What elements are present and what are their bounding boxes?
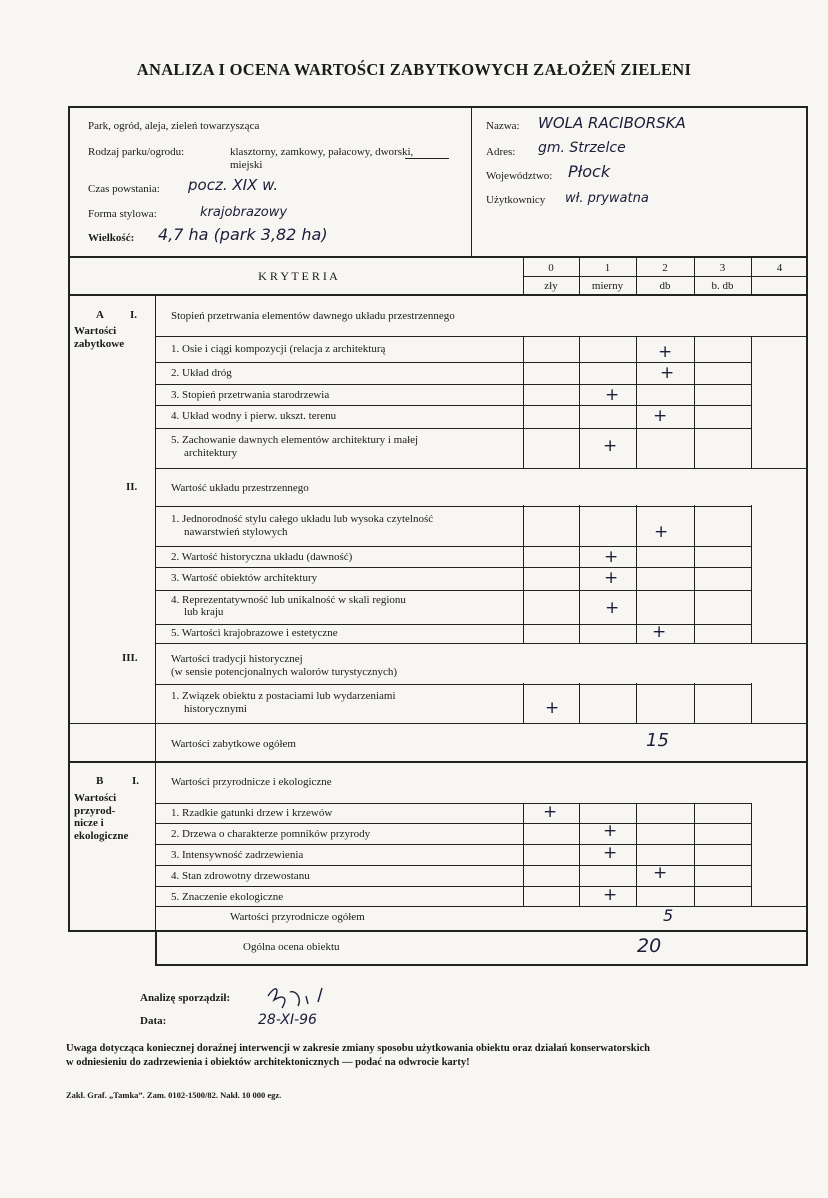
date-label: Data: [140,1015,167,1027]
b-total-label: Wartości przyrodnicze ogółem [230,911,365,923]
rule [155,546,751,547]
score-col-2: 2 [662,262,668,274]
a2-row-2: 2. Wartość historyczna układu (dawność) [171,551,353,563]
rule [751,803,752,906]
note-line-2: w odniesieniu do zadrzewienia i obiektów architektonicznych — podać na odwrocie karty! [66,1057,470,1068]
a3-head-a: Wartości tradycji historycznej [171,653,303,665]
style-value: krajobrazowy [200,205,288,220]
section-b-i-num: I. [132,775,140,787]
section-b-title: Wartości przyrod- nicze i ekologiczne [74,792,129,842]
rule [155,930,157,966]
park-kind-options-2: miejski [230,159,263,171]
a-total-label: Wartości zabytkowe ogółem [171,738,296,750]
mark-b1-2: + [603,821,618,841]
score-name-2: db [659,280,671,292]
rule [155,643,806,644]
b-total-value: 5 [663,906,674,925]
score-divider-hdr-2 [636,256,637,294]
rule [155,590,751,591]
score-col-4: 4 [776,262,783,274]
rule [155,844,751,845]
address-value: gm. Strzelce [538,140,626,156]
rule [155,823,751,824]
mark-a1-1: + [658,342,673,362]
rule [806,761,808,932]
section-a-i-num: I. [130,309,138,321]
info-bottom-line [68,256,808,258]
mark-a2-2: + [604,547,619,567]
rule [579,803,580,906]
score-col-1: 1 [604,262,611,274]
b1-row-2: 2. Drzewa o charakterze pomników przyrody [171,828,371,840]
users-label: Użytkownicy [486,194,546,206]
section-a-ii-num: II. [126,481,138,493]
rule [155,964,808,966]
voivodeship-label: Województwo: [486,170,553,182]
section-a-iii-num: III. [122,652,138,664]
a2-row-4b: lub kraju [184,606,224,618]
rule [155,506,751,507]
border-top [68,106,808,108]
a2-row-4a: 4. Reprezentatywność lub unikalność w skali regionu [171,594,406,606]
a1-head: Stopień przetrwania elementów dawnego układu przestrzennego [171,310,455,322]
rule [155,803,751,804]
score-name-3: b. db [711,280,734,292]
rule [155,886,751,887]
a2-row-5: 5. Wartości krajobrazowe i estetyczne [171,627,338,639]
rule [68,761,808,763]
mark-b1-4: + [653,863,668,883]
a2-row-1b: nawarstwień stylowych [184,526,288,538]
rule [155,428,751,429]
dworski-underline [405,158,449,159]
a1-row-5a: 5. Zachowanie dawnych elementów architektury i małej [171,434,419,446]
score-name-0: zły [544,280,558,292]
rule [806,930,808,966]
section-a-label: A [96,309,104,321]
mark-a2-4: + [605,598,620,618]
a3-row-1a: 1. Związek obiektu z postaciami lub wydarzeniami [171,690,396,702]
rule [155,567,751,568]
mark-a2-3: + [604,568,619,588]
rule [68,723,808,724]
mark-a1-2: + [660,363,675,383]
a-total-value: 15 [646,730,669,751]
b1-head: Wartości przyrodnicze i ekologiczne [171,776,332,788]
period-label: Czas powstania: [88,183,160,195]
mark-a1-5: + [603,436,618,456]
info-divider [471,106,472,256]
border-left [68,106,70,932]
score-divider-hdr-0 [523,256,524,294]
a2-row-3: 3. Wartość obiektów architektury [171,572,318,584]
a3-row-1b: historycznymi [184,703,247,715]
mark-a1-4: + [653,406,668,426]
rule [806,256,808,761]
overall-row [155,930,808,966]
score-divider-hdr-4 [751,256,752,294]
mark-a3-1: + [545,698,560,718]
signature [262,978,352,1012]
users-value: wł. prywatna [565,191,649,206]
left-column-divider [155,294,156,932]
print-info: Zakł. Graf. „Tamka”. Zam. 0102-1500/82. Nakł. 10 000 egz. [66,1090,282,1100]
park-type-label: Park, ogród, aleja, zieleń towarzysząca [88,120,260,132]
header-bottom-line [68,294,808,296]
header-mid-line [523,276,808,277]
score-divider-hdr-3 [694,256,695,294]
overall-value: 20 [637,935,662,957]
box [523,644,805,683]
mark-a1-3: + [605,385,620,405]
mark-a2-5: + [652,622,667,642]
voivodeship-value: Płock [568,162,611,181]
rule [155,468,806,469]
a1-row-5b: architektury [184,447,238,459]
note-line-1: Uwaga dotycząca koniecznej doraźnej interwencji w zakresie zmiany sposobu użytkowania obiektu oraz działań konserwatorskich [66,1043,650,1054]
park-kind-label: Rodzaj parku/ogrodu: [88,146,185,158]
size-value: 4,7 ha (park 3,82 ha) [158,225,328,244]
mark-b1-3: + [603,843,618,863]
b1-row-5: 5. Znaczenie ekologiczne [171,891,284,903]
date-value: 28-XI-96 [258,1012,317,1028]
b1-row-3: 3. Intensywność zadrzewienia [171,849,304,861]
b1-row-1: 1. Rzadkie gatunki drzew i krzewów [171,807,333,819]
a1-row-4: 4. Układ wodny i pierw. ukszt. terenu [171,410,337,422]
period-value: pocz. XIX w. [188,176,279,194]
style-label: Forma stylowa: [88,208,157,220]
score-name-1: mierny [591,280,624,292]
name-value: WOLA RACIBORSKA [538,114,686,132]
a3-head-b: (w sensie potencjonalnych walorów turystycznych) [171,666,398,678]
evaluation-form [68,106,808,932]
page-title: ANALIZA I OCENA WARTOŚCI ZABYTKOWYCH ZAŁOŻEŃ ZIELENI [136,60,692,79]
a1-row-3: 3. Stopień przetrwania starodrzewia [171,389,330,401]
score-col-3: 3 [719,262,726,274]
mark-a2-1: + [654,522,669,542]
overall-label: Ogólna ocena obiektu [243,941,340,953]
box [523,469,805,505]
size-label: Wielkość: [88,232,135,244]
rule [155,384,751,385]
prepared-label: Analizę sporządził: [140,992,231,1004]
name-label: Nazwa: [486,120,520,132]
mark-b1-1: + [543,802,558,822]
score-col-0: 0 [548,262,554,274]
a1-row-1: 1. Osie i ciągi kompozycji (relacja z architekturą [171,343,386,355]
mark-b1-5: + [603,885,618,905]
section-b-label: B [96,775,104,787]
a2-head: Wartość układu przestrzennego [171,482,309,494]
b1-row-4: 4. Stan zdrowotny drzewostanu [171,870,310,882]
section-a-title: Wartości zabytkowe [74,325,125,350]
a1-head-line [155,336,808,337]
score-divider-hdr-1 [579,256,580,294]
address-label: Adres: [486,146,516,158]
a1-row-2: 2. Układ dróg [171,367,232,379]
rule [523,803,524,906]
rule [155,684,751,685]
rule [155,906,808,907]
criteria-header: K R Y T E R I A [258,269,338,283]
park-kind-options: klasztorny, zamkowy, pałacowy, dworski, [230,146,414,158]
rule [636,803,637,906]
a2-row-1a: 1. Jednorodność stylu całego układu lub wysoka czytelność [171,513,434,525]
rule [694,803,695,906]
